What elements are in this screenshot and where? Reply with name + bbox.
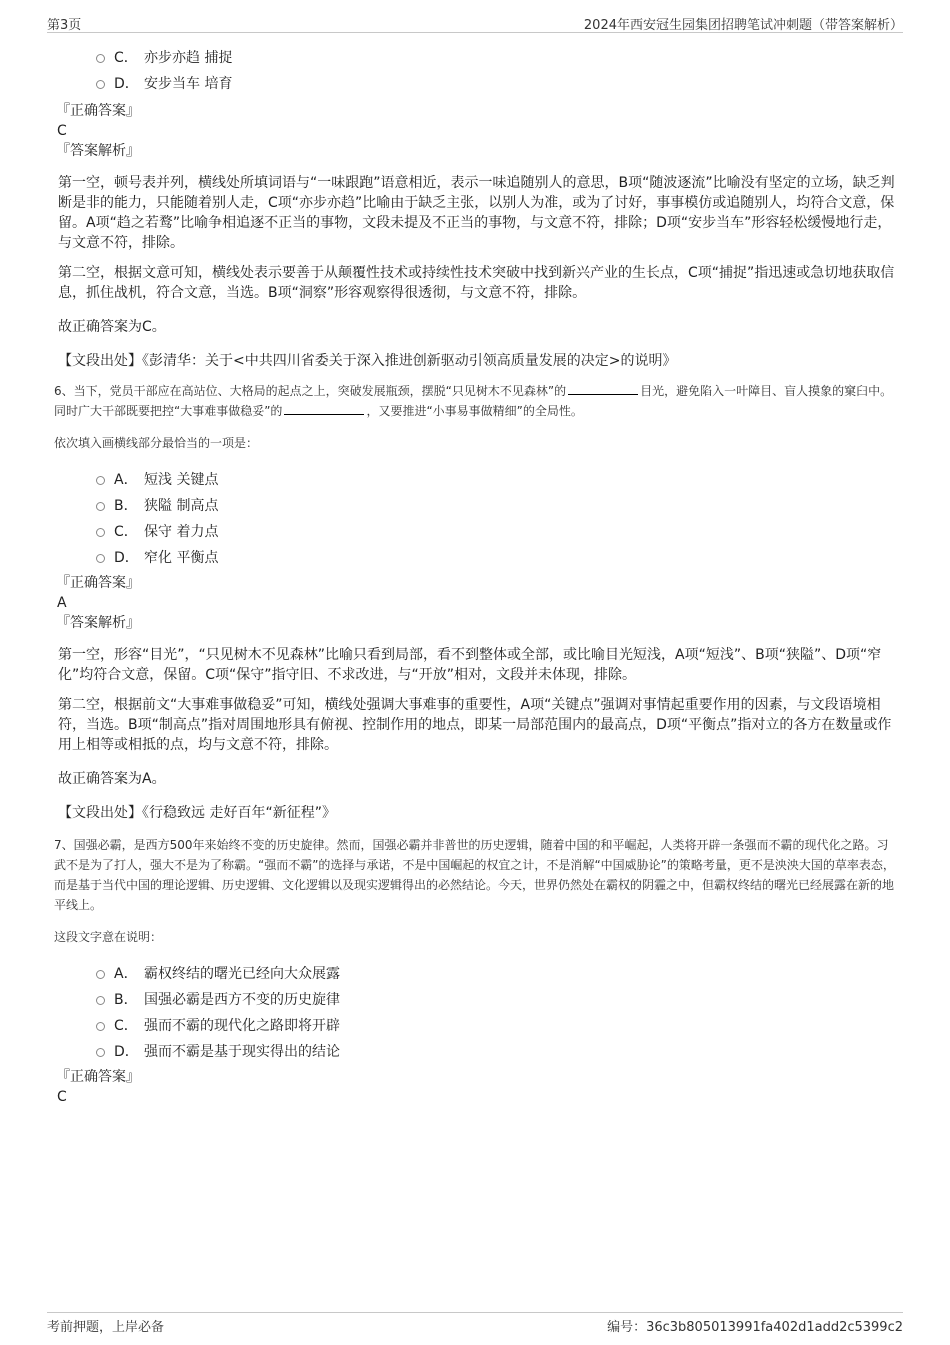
option-text: 亦步亦趋 捕捉 — [144, 50, 233, 66]
option-letter: C． — [114, 524, 138, 540]
q6-option-d[interactable] — [96, 545, 896, 571]
q6-option-a[interactable] — [96, 467, 896, 493]
analysis-conclusion: 故正确答案为A。 — [58, 771, 166, 787]
q6-option-c[interactable] — [96, 519, 896, 545]
radio-icon[interactable] — [96, 476, 105, 485]
option-text: 霸权终结的曙光已经向大众展露 — [144, 966, 340, 982]
page-footer — [47, 1312, 903, 1336]
option-text: 强而不霸是基于现实得出的结论 — [144, 1044, 340, 1060]
option-text: 保守 着力点 — [144, 524, 219, 540]
radio-icon[interactable] — [96, 996, 105, 1005]
stem-part: 目光，避免陷入一叶障目、盲人摸象的窠臼中。同时广大干部既要把控“大事难事做稳妥”的 — [54, 384, 893, 418]
option-text: 安步当车 培育 — [144, 76, 233, 92]
page-number: 第3页 — [47, 18, 82, 33]
q7-option-b[interactable] — [96, 987, 896, 1013]
option-letter: A． — [114, 472, 138, 488]
analysis-label: 『答案解析』 — [56, 615, 140, 631]
analysis-label: 『答案解析』 — [56, 143, 140, 159]
q7-option-c[interactable] — [96, 1013, 896, 1039]
analysis-conclusion: 故正确答案为C。 — [58, 319, 166, 335]
page-header — [47, 14, 903, 33]
analysis-paragraph: 第二空，根据前文“大事难事做稳妥”可知，横线处强调大事难事的重要性，A项“关键点”强调对事情起重要作用的因素，与文段语境相符，当选。B项“制高点”指对周围地形具有俯视、控制作用的地点，即某一局部范围内的最高点，D项“平衡点”指对立的各方在数量或作用上相等或相抵的点，均与文意不符，排除。 — [58, 697, 892, 753]
option-letter: A． — [114, 966, 138, 982]
question-stem — [54, 381, 896, 421]
option-text: 窄化 平衡点 — [144, 550, 219, 566]
radio-icon[interactable] — [96, 528, 105, 537]
source-citation: 【文段出处】《行稳致远 走好百年“新征程”》 — [58, 805, 336, 821]
stem-part: ，又要推进“小事易事做精细”的全局性。 — [366, 404, 583, 418]
option-letter: C． — [114, 50, 138, 66]
analysis-paragraph: 第二空，根据文意可知，横线处表示要善于从颠覆性技术或持续性技术突破中找到新兴产业的生长点，C项“捕捉”指迅速或急切地获取信息，抓住战机，符合文意，当选。B项“洞察”形容观察得很透彻，与文意不符，排除。 — [58, 265, 895, 301]
radio-icon[interactable] — [96, 970, 105, 979]
option-text: 短浅 关键点 — [144, 472, 219, 488]
question-prompt: 依次填入画横线部分最恰当的一项是： — [54, 436, 259, 450]
answer-label: 『正确答案』 — [56, 1069, 140, 1085]
option-letter: C． — [114, 1018, 138, 1034]
answer-value: C — [57, 1089, 67, 1105]
fill-blank — [568, 382, 638, 395]
answer-label: 『正确答案』 — [56, 575, 140, 591]
q7-option-d[interactable] — [96, 1039, 896, 1065]
option-letter: D． — [114, 1044, 139, 1060]
option-letter: B． — [114, 992, 138, 1008]
document-title: 2024年西安冠生园集团招聘笔试冲刺题（带答案解析） — [583, 18, 903, 33]
question-prompt: 这段文字意在说明： — [54, 930, 163, 944]
answer-value: A — [57, 595, 67, 611]
option-letter: D． — [114, 76, 139, 92]
footer-slogan: 考前押题，上岸必备 — [47, 1320, 165, 1335]
option-text: 狭隘 制高点 — [144, 498, 219, 514]
radio-icon[interactable] — [96, 502, 105, 511]
stem-part: 6、当下，党员干部应在高站位、大格局的起点之上，突破发展瓶颈，摆脱“只见树木不见森林”的 — [54, 384, 567, 398]
radio-icon[interactable] — [96, 80, 105, 89]
option-text: 国强必霸是西方不变的历史旋律 — [144, 992, 340, 1008]
source-citation: 【文段出处】《彭清华：关于<中共四川省委关于深入推进创新驱动引领高质量发展的决定>的说明》 — [58, 353, 677, 369]
radio-icon[interactable] — [96, 54, 105, 63]
document-id: 编号：36c3b805013991fa402d1add2c5399c2 — [607, 1320, 903, 1335]
answer-label: 『正确答案』 — [56, 103, 140, 119]
q6-option-b[interactable] — [96, 493, 896, 519]
option-text: 强而不霸的现代化之路即将开辟 — [144, 1018, 340, 1034]
q7-option-a[interactable] — [96, 961, 896, 987]
radio-icon[interactable] — [96, 554, 105, 563]
q5-option-c[interactable] — [96, 45, 896, 71]
analysis-paragraph: 第一空，顿号表并列，横线处所填词语与“一味跟跑”语意相近，表示一味追随别人的意思，B项“随波逐流”比喻没有坚定的立场，缺乏判断是非的能力，只能随着别人走，C项“亦步亦趋”比喻由于缺乏主张，以别人为准，或为了讨好，事事模仿或追随别人，均符合文意，保留。A项“趋之若鹜”比喻争相追逐不正当的事物，文段未提及不正当的事物，与文意不符，排除；D项“安步当车”形容轻松缓慢地行走，与文意不符，排除。 — [58, 175, 895, 251]
fill-blank — [284, 402, 364, 415]
radio-icon[interactable] — [96, 1048, 105, 1057]
option-letter: D． — [114, 550, 139, 566]
question-stem: 7、国强必霸，是西方500年来始终不变的历史旋律。然而，国强必霸并非普世的历史逻辑，随着中国的和平崛起，人类将开辟一条强而不霸的现代化之路。习武不是为了打人，强大不是为了称霸。“强而不霸”的选择与承诺，不是中国崛起的权宜之计，不是消解“中国威胁论”的策略考量，更不是泱泱大国的草率表态，而是基于当代中国的理论逻辑、历史逻辑、文化逻辑以及现实逻辑得出的必然结论。今天，世界仍然处在霸权的阴霾之中，但霸权终结的曙光已经展露在新的地平线上。 — [54, 838, 895, 912]
page-content — [56, 45, 896, 1107]
q5-option-d[interactable] — [96, 71, 896, 97]
answer-value: C — [57, 123, 67, 139]
radio-icon[interactable] — [96, 1022, 105, 1031]
analysis-paragraph: 第一空，形容“目光”，“只见树木不见森林”比喻只看到局部，看不到整体或全部，或比喻目光短浅，A项“短浅”、B项“狭隘”、D项“窄化”均符合文意，保留。C项“保守”指守旧、不求改进，与“开放”相对，文段并未体现，排除。 — [58, 647, 882, 683]
option-letter: B． — [114, 498, 138, 514]
